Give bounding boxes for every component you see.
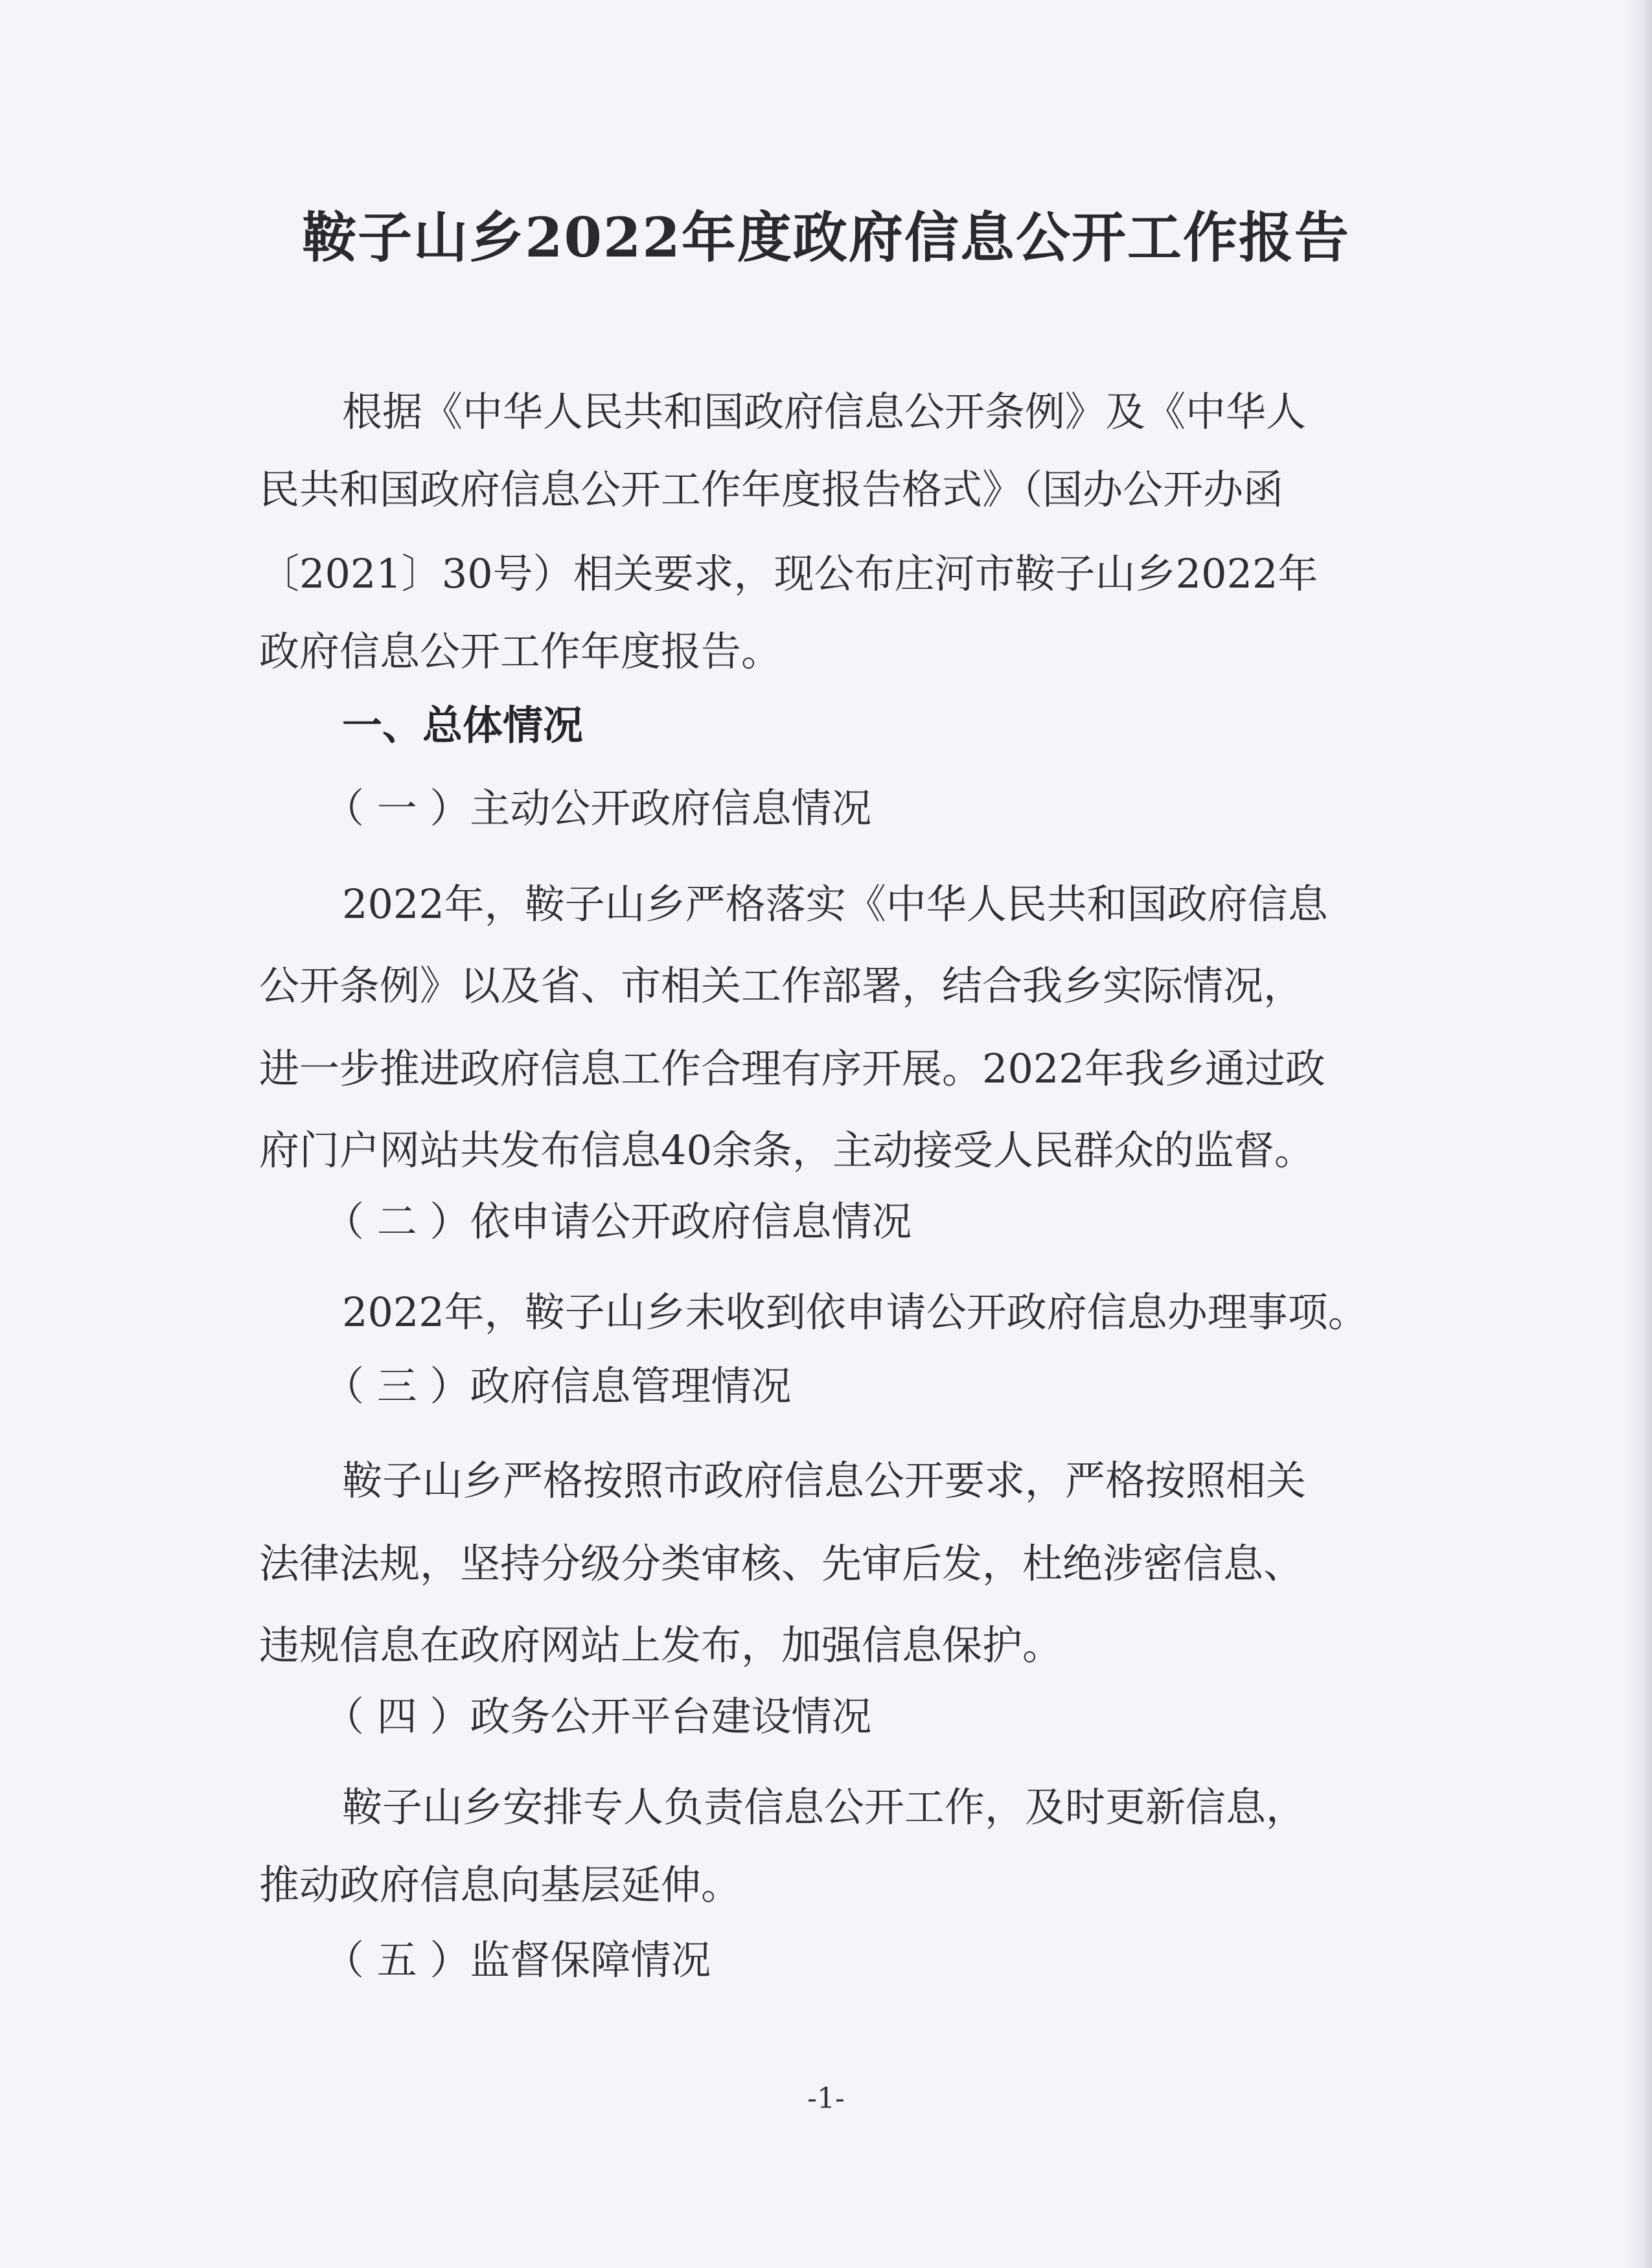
subsection-2-line-1: 2022年，鞍子山乡未收到依申请公开政府信息办理事项。 — [342, 1289, 1368, 1336]
page-number: -1- — [807, 2082, 845, 2115]
subsection-1-heading: （ 一 ）主动公开政府信息情况 — [324, 785, 872, 832]
subsection-3-line-2: 法律法规，坚持分级分类审核、先审后发，杜绝涉密信息、 — [259, 1540, 1304, 1587]
section-1-heading: 一、总体情况 — [342, 702, 584, 749]
subsection-1-line-2: 公开条例》以及省、市相关工作部署，结合我乡实际情况， — [259, 962, 1304, 1009]
subsection-5-heading: （ 五 ）监督保障情况 — [324, 1936, 711, 1984]
subsection-4-heading: （ 四 ）政务公开平台建设情况 — [324, 1693, 872, 1740]
subsection-3-line-3: 违规信息在政府网站上发布，加强信息保护。 — [259, 1621, 1063, 1669]
document-title: 鞍子山乡2022年度政府信息公开工作报告 — [302, 205, 1350, 269]
subsection-1-line-4: 府门户网站共发布信息40余条，主动接受人民群众的监督。 — [259, 1127, 1314, 1174]
subsection-3-line-1: 鞍子山乡严格按照市政府信息公开要求，严格按照相关 — [342, 1457, 1307, 1504]
intro-line-1: 根据《中华人民共和国政府信息公开条例》及《中华人 — [342, 388, 1307, 435]
intro-line-3: 〔2021〕30号）相关要求，现公布庄河市鞍子山乡2022年 — [259, 550, 1318, 597]
intro-line-2: 民共和国政府信息公开工作年度报告格式》（国办公开办函 — [259, 466, 1284, 513]
intro-line-4: 政府信息公开工作年度报告。 — [259, 628, 782, 675]
subsection-4-line-1: 鞍子山乡安排专人负责信息公开工作，及时更新信息， — [342, 1783, 1307, 1831]
subsection-2-heading: （ 二 ）依申请公开政府信息情况 — [324, 1198, 912, 1245]
subsection-1-line-3: 进一步推进政府信息工作合理有序开展。2022年我乡通过政 — [259, 1045, 1325, 1092]
subsection-1-line-1: 2022年，鞍子山乡严格落实《中华人民共和国政府信息 — [342, 880, 1328, 928]
subsection-4-line-2: 推动政府信息向基层延伸。 — [259, 1861, 742, 1908]
subsection-3-heading: （ 三 ）政府信息管理情况 — [324, 1362, 792, 1410]
page-edge-shadow — [1623, 0, 1652, 2268]
